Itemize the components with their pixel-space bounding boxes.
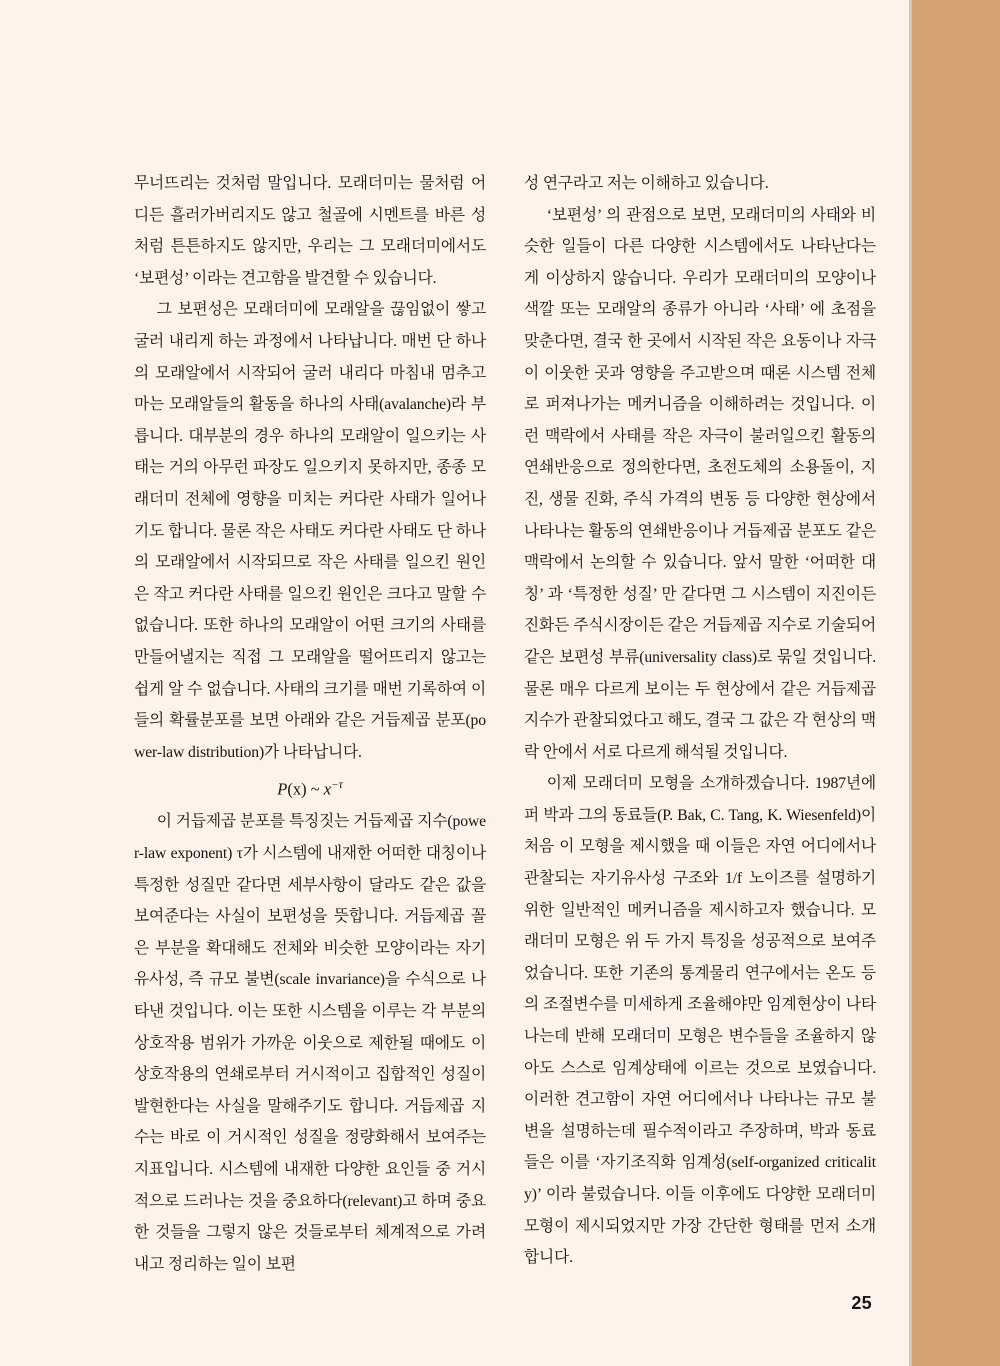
paragraph: 이 거듭제곱 분포를 특징짓는 거듭제곱 지수(power-law exponent) τ가 시스템에 내재한 어떠한 대칭이나 특정한 성질만 같다면 세부사항이 달라도 같은 값을 보여준다는 사실이 보편성을 뜻합니다. 거듭제곱 꼴은 부분을 확대해도 전체와 비슷한 모양이라는 자기유사성, 즉 규모 불변(scale invariance)을 수식으로 나타낸 것입니다. 이는 또한 시스템을 이루는 각 부분의 상호작용 범위가 가까운 이웃으로 제한될 때에도 이 상호작용의 연쇄로부터 거시적이고 집합적인 성질이 발현한다는 사실을 말해주기도 합니다. 거듭제곱 지수는 바로 이 거시적인 성질을 정량화해서 보여주는 지표입니다. 시스템에 내재한 다양한 요인들 중 거시적으로 드러나는 것을 중요하다(relevant)고 하며 중요한 것들을 그렇지 않은 것들로부터 체계적으로 가려내고 정리하는 일이 보편	[134, 813, 486, 1273]
equation-lhs-arg: (x)	[287, 779, 307, 799]
paragraph: 무너뜨리는 것처럼 말입니다. 모래더미는 물처럼 어디든 흘러가버리지도 않고 철골에 시멘트를 바른 성처럼 튼튼하지도 않지만, 우리는 그 모래더미에서도 ‘보편성’ 이라는 견고함을 발견할 수 있습니다.	[134, 175, 486, 287]
right-column	[524, 168, 876, 1267]
equation-relation: ~	[306, 779, 324, 799]
power-law-equation	[134, 770, 486, 805]
equation-rhs-base: x	[323, 779, 332, 799]
paragraph: 그 보편성은 모래더미에 모래알을 끊임없이 쌓고 굴러 내리게 하는 과정에서 나타납니다. 매번 단 하나의 모래알에서 시작되어 굴러 내리다 마침내 멈추고 마는 모래알들의 활동을 하나의 사태(avalanche)라 부릅니다. 대부분의 경우 하나의 모래알이 일으키는 사태는 거의 아무런 파장도 일으키지 못하지만, 종종 모래더미 전체에 영향을 미치는 커다란 사태가 일어나기도 합니다. 물론 작은 사태도 커다란 사태도 단 하나의 모래알에서 시작되므로 작은 사태를 일으킨 원인은 작고 커다란 사태를 일으킨 원인은 크다고 말할 수 없습니다. 또한 하나의 모래알이 어떤 크기의 사태를 만들어낼지는 직접 그 모래알을 떨어뜨리지 않고는 쉽게 알 수 없습니다. 사태의 크기를 매번 기록하여 이들의 확률분포를 보면 아래와 같은 거듭제곱 분포(power-law distribution)가 나타납니다.	[134, 301, 486, 761]
right-edge-decorative-band	[912, 0, 1000, 1366]
paragraph: ‘보편성’ 의 관점으로 보면, 모래더미의 사태와 비슷한 일들이 다른 다양한 시스템에서도 나타난다는 게 이상하지 않습니다. 우리가 모래더미의 모양이나 색깔 또는 모래알의 종류가 아니라 ‘사태’ 에 초점을 맞춘다면, 결국 한 곳에서 시작된 작은 요동이나 자극이 이웃한 곳과 영향을 주고받으며 때론 시스템 전체로 퍼져나가는 메커니즘을 이해하려는 것입니다. 이런 맥락에서 사태를 작은 자극이 불러일으킨 활동의 연쇄반응으로 정의한다면, 초전도체의 소용돌이, 지진, 생물 진화, 주식 가격의 변동 등 다양한 현상에서 나타나는 활동의 연쇄반응이나 거듭제곱 분포도 같은 맥락에서 논의할 수 있습니다. 앞서 말한 ‘어떠한 대칭’ 과 ‘특정한 성질’ 만 같다면 그 시스템이 지진이든 진화든 주식시장이든 같은 거듭제곱 지수로 기술되어 같은 보편성 부류(universality class)로 묶일 것입니다. 물론 매우 다르게 보이는 두 현상에서 같은 거듭제곱 지수가 관찰되었다고 해도, 결국 그 값은 각 현상의 맥락 안에서 서로 다르게 해석될 것입니다.	[524, 206, 876, 761]
page-number: 25	[851, 1293, 872, 1313]
paragraph: 이제 모래더미 모형을 소개하겠습니다. 1987년에 퍼 박과 그의 동료들(P. Bak, C. Tang, K. Wiesenfeld)이 처음 이 모형을 제시했을 때 이들은 자연 어디에서나 관찰되는 자기유사성 구조와 1/f 노이즈를 설명하기 위한 일반적인 메커니즘을 제시하고자 했습니다. 모래더미 모형은 위 두 가지 특징을 성공적으로 보여주었습니다. 또한 기존의 통계물리 연구에서는 온도 등의 조절변수를 미세하게 조율해야만 임계현상이 나타나는데 반해 모래더미 모형은 변수들을 조율하지 않아도 스스로 임계상태에 이르는 것으로 보였습니다. 이러한 견고함이 자연 어디에서나 나타나는 규모 불변을 설명하는데 필수적이라고 주장하며, 박과 동료들은 이를 ‘자기조직화 임계성(self-organized criticality)’ 이라 불렀습니다. 이들 이후에도 다양한 모래더미 모형이 제시되었지만 가장 간단한 형태를 먼저 소개합니다.	[524, 775, 876, 1267]
paragraph: 성 연구라고 저는 이해하고 있습니다.	[524, 175, 769, 192]
left-column	[134, 168, 486, 1273]
equation-lhs: P	[277, 779, 288, 799]
two-column-text-body	[134, 168, 876, 1273]
equation-rhs-exponent: −τ	[331, 779, 343, 792]
